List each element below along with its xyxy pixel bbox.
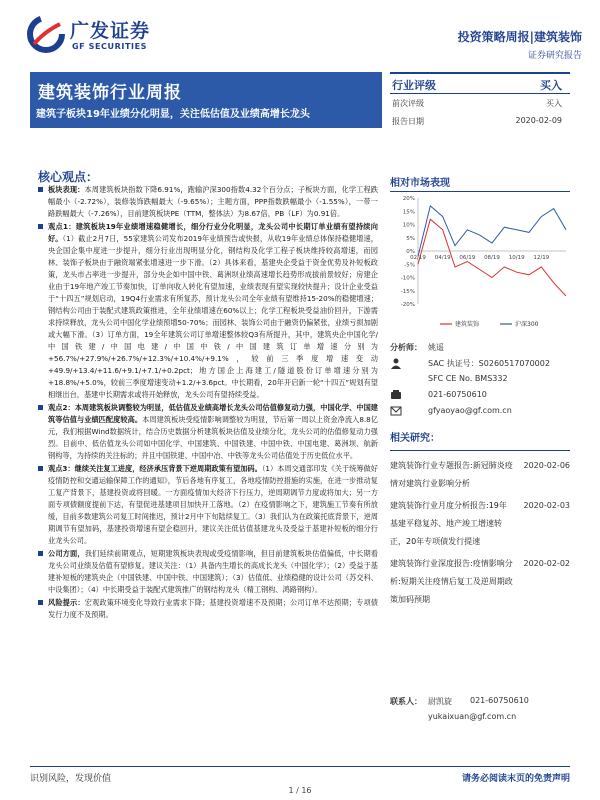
contact-name: 尉凯旋	[428, 697, 452, 706]
x-tick-label: 10/19	[508, 255, 525, 261]
contact-row	[390, 372, 570, 388]
legend-label: 沪深300	[515, 321, 539, 328]
contact-row	[390, 340, 570, 356]
related-item[interactable]	[390, 457, 570, 493]
mail-icon	[390, 405, 402, 417]
footer-slogan: 识别风险，发现价值	[30, 774, 112, 784]
related-title: 相关研究：	[390, 430, 570, 451]
prev-rating-label: 前次评级	[392, 99, 424, 108]
chart-title: 相对市场表现	[390, 174, 570, 192]
analyst-contact	[390, 340, 570, 420]
y-tick-label: 10%	[402, 222, 415, 229]
page-number: 1 / 16	[288, 786, 312, 795]
phone-icon	[390, 389, 402, 401]
contact-email[interactable]: yukaixuan@gf.com.cn	[428, 712, 517, 721]
related-item[interactable]	[390, 497, 570, 551]
contact-phone: 021-60750610	[470, 696, 529, 705]
y-tick-label: -5%	[404, 262, 415, 269]
rating-row-prev	[390, 94, 570, 112]
list-item	[38, 548, 378, 596]
gf-logo	[26, 14, 176, 58]
x-tick-label: 04/19	[434, 255, 451, 261]
list-item	[38, 597, 378, 621]
y-tick-label: 5%	[406, 235, 415, 242]
related-item-title[interactable]: 建筑装饰行业专题报告:新冠肺炎疫情对建筑行业影响分析	[390, 461, 513, 488]
item-text: 宏观政策环境变化导致行业需求下降；基建投资增速不及预期；公司订单不达预期；专项债发行力度不及预期。	[48, 598, 378, 619]
rating-box	[390, 72, 570, 130]
related-item-title[interactable]: 建筑装饰行业深度报告:疫情影响分析:短期关注疫情后复工及逆周期政策加码预期	[390, 559, 513, 604]
contact-row	[390, 710, 570, 726]
x-tick-label: 02/19	[410, 255, 426, 261]
list-item	[38, 184, 378, 220]
list-item	[38, 402, 378, 462]
page-title: 建筑装饰行业周报	[38, 83, 182, 103]
core-view-body	[38, 184, 378, 622]
bullet-icon	[38, 187, 43, 192]
contact-row	[390, 404, 570, 420]
relative-performance-chart	[390, 174, 570, 334]
title-banner	[30, 72, 382, 128]
item-lead: 风险提示：	[48, 598, 85, 607]
item-text: 本周建筑板块指数下降6.91%，跑输沪深300指数4.32个百分点；子板块方面，化学工程跌幅最小（-2.72%），装修装饰跌幅最大（-9.65%）；主题方面，PPP指数跌幅最小（-1.55%），一带一路跌幅最大（-7.26%），目前建筑板块PE（TTM，整体法）为8.67倍，PB（LF）为0.91倍。	[48, 185, 378, 218]
contact-row	[390, 388, 570, 404]
rating-value: 买入	[540, 79, 562, 92]
bullet-icon	[38, 466, 43, 471]
y-tick-label: -10%	[400, 275, 415, 282]
chart-svg	[390, 192, 570, 334]
logo-cn-text: 广发证券	[70, 20, 151, 42]
y-tick-label: 0%	[406, 249, 415, 255]
item-lead: 观点2：本周建筑板块调整较为明显，低估值及业绩高增长龙头公司估值修复动力强，中国化学、中国建筑等估值与业绩匹配度较高。	[48, 403, 378, 424]
rating-row-date	[390, 112, 570, 130]
item-text: （1）截止2月7日，55家建筑公司发布2019年业绩预告或快报，从收19年业绩总体保持稳健增速，央企国企集中度进一步提升，细分行业出现明显分化，钢结构及化学工程子板块维持较高增速，而园林、装饰子板块由于融资端紧张增速进一步下滑。（2）具体来看，基建央企受益于资金优势及补短板政策，龙头市占率进一步提升，部分央企如中国中铁、葛洲坝业绩高速增长趋势形成拔前景较好；房建企业由于19年地产竣工节奏加快，订单向收入转化有望加速，业绩表现有望实现较快提升；设计企业受益于“十四五”规划启动，19Q4行业需求有所复苏，预计龙头公司全年业绩有望维持15-20%的稳健增速；钢结构公司由于装配式建筑政策推进，全年业绩增速在60%以上；化学工程板块受益油价回升，下游需求持续释放，龙头公司中国化学业绩预增50-70%；而园林、装饰公司由于融资仍偏紧张，业绩亏损加剧或大幅下滑。（3）订单方面，19全年建筑公司订单增速整体较Q3有所提升，其中，建筑央企中国化学/中国铁建/中国电建/中国中铁/中国建筑订单增速分别为+56.7%/+27.9%/+26.7%/+12.3%/+10.4%/+9.1%，较前三季度增速变动+49.9/+13.4/+11.6/+9.1/+7.1/+0.2pct；地方国企上海建工/隧道股份订单增速分别为+18.8%/+5.0%，较前三季度增速变动+1.2/+3.6pct。中长期看，20年开启新一轮“十四五”规划有望相继出台，基建中长期需求或将开始释放，龙头公司有望持续受益。	[48, 234, 378, 399]
y-tick-label: 20%	[402, 196, 415, 202]
x-tick-label: 08/19	[484, 255, 500, 261]
item-text: 我们延续前期观点，短期建筑板块表现或受疫情影响，但目前建筑板块估值偏低，中长期看龙头公司业绩及估值有望修复。建议关注：（1）具备内生增长的高成长龙头（中国化学）；（2）受益于基建补短板的建筑央企（中国铁建、中国中铁、中国建筑）；（3）估值低、业绩稳健的设计公司（苏交科、中设集团）；（4）中长期受益于装配式建筑推广的钢结构龙头（精工钢构、鸿路钢构）。	[48, 549, 378, 594]
report-type: 投资策略周报|建筑装饰	[457, 30, 582, 44]
x-tick-label: 06/19	[459, 255, 476, 261]
related-item-date: 2020-02-06	[523, 461, 570, 470]
bullet-icon	[38, 600, 43, 605]
list-item	[38, 221, 378, 401]
analyst-name: 姚遥	[428, 343, 444, 352]
person-icon	[390, 357, 402, 369]
logo-en-text: GF SECURITIES	[72, 42, 148, 51]
page-footer	[30, 766, 570, 784]
y-tick-label: 15%	[402, 209, 415, 216]
gf-logo-icon	[26, 14, 66, 54]
date-value: 2020-02-09	[515, 116, 562, 125]
bullet-icon	[38, 405, 43, 410]
phone-number: 021-60750610	[428, 390, 487, 399]
y-tick-label: -15%	[400, 288, 415, 295]
sac-number: SAC 执证号：S0260517070002	[428, 359, 550, 368]
item-text: （1）本周交通部印发《关于统筹做好疫情防控和交通运输保障工作的通知》，节后各地有序复工，各地疫情防控措施的实施，在进一步推动复工复产背景下，基建投资或将回暖。一方面疫情加大经济下行压力，逆周期调节力度或将加大；另一方面专项债额度提前下达，有望促进基建项目加快开工落地。（2）在疫情影响之下，建筑施工节奏有所放缓，目前多数建筑公司复工时间推迟，预计2月中下旬陆续复工。（3）我们认为在政策托底背景下，逆周期调节有望加码，基建投资增速有望企稳回升，建议关注低估值基建龙头及受益于基建补短板的细分行业龙头公司。	[48, 464, 378, 545]
footer-disclaimer: 请务必阅读末页的免责声明	[461, 774, 570, 784]
prev-rating-value: 买入	[546, 99, 562, 108]
contact-label: 联系人：	[390, 697, 422, 706]
x-tick-label: 12/19	[533, 255, 550, 261]
sfc-number: SFC CE No. BMS332	[428, 374, 508, 383]
rating-row-main	[390, 72, 570, 94]
page-subtitle: 建筑子板块19年业绩分化明显，关注低估值及业绩高增长龙头	[36, 109, 310, 120]
related-item-date: 2020-02-03	[523, 501, 570, 510]
bullet-icon	[38, 224, 43, 229]
report-sub: 证券研究报告	[527, 51, 582, 61]
rating-label: 行业评级	[392, 79, 436, 92]
report-header	[0, 0, 600, 68]
contact-person	[390, 694, 570, 726]
related-item[interactable]	[390, 555, 570, 609]
date-label: 报告日期	[392, 117, 424, 126]
item-lead: 公司方面，	[48, 549, 85, 558]
contact-row	[390, 694, 570, 710]
analyst-label: 分析师：	[390, 343, 422, 352]
core-view-label: 核心观点：	[38, 170, 99, 184]
series-line-1	[418, 206, 566, 256]
bullet-icon	[38, 551, 43, 556]
contact-row	[390, 356, 570, 372]
item-lead: 观点3：继续关注复工进度，经济承压背景下逆周期政策有望加码。	[48, 464, 262, 473]
item-lead: 观点1：建筑板块19年业绩增速稳健增长，细分行业分化明显，龙头公司中长期订单业绩有望持续向好。	[48, 222, 378, 243]
related-item-title[interactable]: 建筑装饰行业月度分析报告:19年基建平稳复苏、地产竣工增速转正，20年专项债发行提速	[390, 501, 507, 546]
list-item	[38, 463, 378, 547]
legend-label: 建筑装饰	[455, 321, 480, 328]
email-address[interactable]: gfyaoyao@gf.com.cn	[428, 406, 512, 415]
item-text: 本周建筑板块受疫情影响调整较为明显，节后第一周以上资金净流入8.8亿元，我们根据Wind数据统计，结合历史数据分析建筑板块估值及业绩分化，龙头公司的估值修复动力强烈。目前中、低估值龙头公司如中国化学、中国建筑、中国铁建、中国中铁、中国电建、葛洲坝、航新钢构等，为持续的关注标的；并且中国铁建、中国中冶、中铁等龙头公司估值处于历史低位水平。	[48, 415, 378, 460]
related-item-date: 2020-02-02	[523, 559, 570, 568]
related-research	[390, 430, 570, 613]
y-tick-label: -20%	[400, 302, 415, 308]
item-lead: 板块表现：	[48, 185, 85, 194]
